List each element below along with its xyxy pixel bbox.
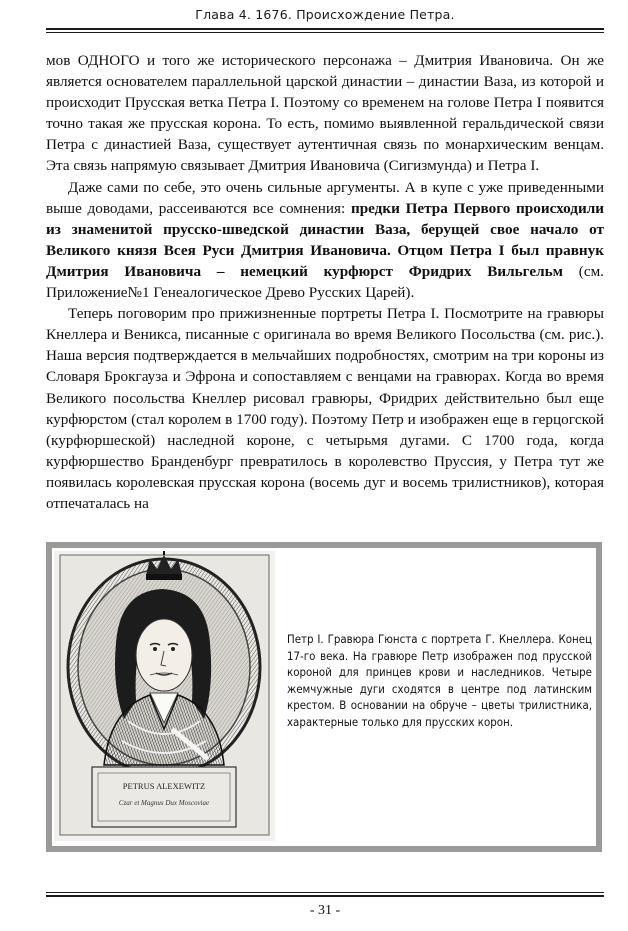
running-header <box>46 4 604 30</box>
portrait-inscription-line2: Czar et Magnus Dux Moscoviae <box>118 799 210 807</box>
paragraph-2 <box>46 177 604 304</box>
paragraph-3: Теперь поговорим про прижизненные портреты Петра I. Посмотрите на гравюры Кнеллера и Веникса, писанные с оригинала во время Великого Посольства (см. рис.). Наша версия подтверждается в мельчайших подробностях, смотрим на три короны из Словаря Брокгауза и Эфрона и сопоставляем с венцами на гравюрах. Когда во время Великого посольства Кнеллер рисовал гравюры, Фридрих действительно был еще курфюрстом (стал королем в 1700 году). Поэтому Петр и изображен еще в герцогской (курфюршеской) наследной короне, с четырьмя дугами. С 1700 года, когда курфюршество Бранденбург превратилось в королевство Пруссия, у Петра тут же появилась королевская прусская корона (восемь дуг и восемь трилистников), которая отпечаталась на <box>46 305 604 512</box>
portrait-inscription-line1: PETRUS ALEXEWITZ <box>122 781 206 791</box>
portrait-illustration <box>54 551 275 841</box>
footer-rule-thick <box>46 895 604 897</box>
page-number: - 31 - <box>309 903 341 918</box>
footer-rule-thin <box>46 892 604 893</box>
portrait-engraving <box>54 551 275 841</box>
paragraph-2-bold: предки Петра Первого происходили из знаменитой прусско-шведской династии Ваза, берущей свое начало от Великого князя Всея Руси Дмитрия Ивановича. Отцом Петра I был правнук Дмитрия Ивановича – немецкий курфюрст Фридрих Вильгельм <box>46 199 604 280</box>
paragraph-2-lead: Даже сами по себе, это очень сильные аргументы. А в купе с уже приведенными выше доводами, рассеиваются все сомнения: <box>46 178 604 217</box>
paragraph-1: мов ОДНОГО и того же исторического персонажа – Дмитрия Ивановича. Он же является основателем параллельной царской династии – династии Ваза, из которой и происходит Прусская ветка Петра I. Поэтому со временем на голове Петра I появится точно такая же прусская корона. То есть, помимо выявленной геральдической связи Петра с династией Ваза, существует аутентичная связь по монархическим венцам. Эта связь напрямую связывает Дмитрия Ивановича (Сигизмунда) и Петра I. <box>46 52 604 175</box>
paragraph-2-tail: (см. Приложение№1 Генеалогическое Древо Русских Царей). <box>46 262 604 302</box>
body-text <box>46 50 604 514</box>
figure-frame <box>46 542 602 852</box>
figure-inner <box>52 548 596 846</box>
chapter-title: Глава 4. 1676. Происхождение Петра. <box>195 7 455 22</box>
figure-caption: Петр I. Гравюра Гюнста с портрета Г. Кнеллера. Конец 17-го века. На гравюре Петр изображен под прусской короной для принцев крови и наследников. Четыре жемчужные дуги сходятся в центре под латинским крестом. В основании на обруче – цветы трилистника, характерные только для прусских корон. <box>287 632 592 729</box>
